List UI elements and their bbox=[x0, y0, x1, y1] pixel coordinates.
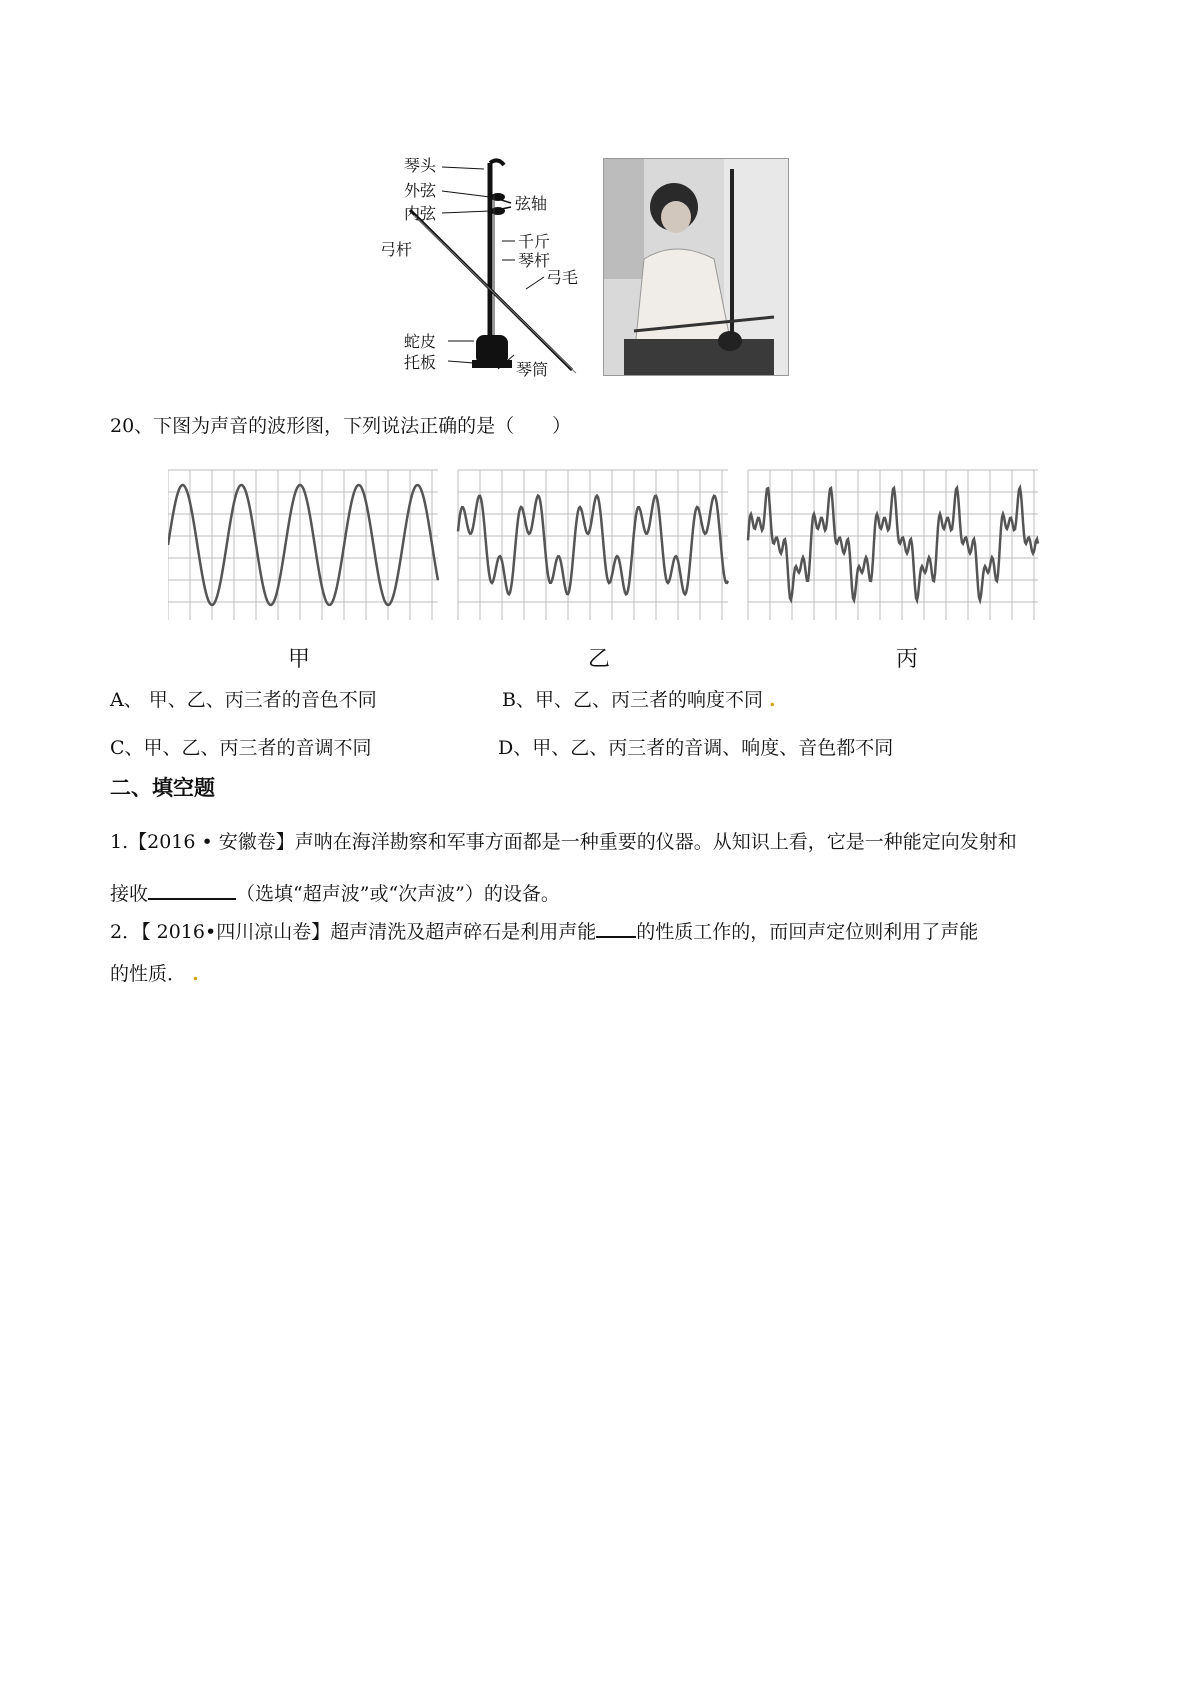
label-qianjin: 千斤 bbox=[518, 232, 551, 251]
label-gonggan: 弓杆 bbox=[380, 240, 413, 259]
fill-q1-suffix: （选填“超声波”或“次声波”）的设备。 bbox=[236, 883, 560, 905]
label-shepi: 蛇皮 bbox=[404, 332, 437, 351]
mark-dot: . bbox=[192, 963, 199, 985]
waveform-panel-jia bbox=[168, 470, 438, 620]
question-20-stem bbox=[110, 414, 571, 438]
section-heading-fill-blank: 二、填空题 bbox=[110, 775, 215, 800]
fill-q2-line1 bbox=[110, 918, 978, 944]
option-a[interactable] bbox=[110, 688, 377, 712]
player-photo-image bbox=[604, 159, 788, 375]
label-qintou: 琴头 bbox=[404, 156, 437, 175]
waveform-panel-yi bbox=[458, 470, 728, 620]
panel-label-bing: 丙 bbox=[896, 647, 919, 672]
waveform-panel-bing bbox=[748, 470, 1038, 620]
waveform-panel-jia-trace bbox=[168, 485, 438, 605]
label-qingan: 琴杆 bbox=[518, 251, 551, 270]
fill-q1-line1: 1.【2016 • 安徽卷】声呐在海洋勘察和军事方面都是一种重要的仪器。从知识上看，它是一种能定向发射和 bbox=[110, 831, 1017, 853]
fill-q2-blank[interactable] bbox=[596, 918, 636, 938]
option-c[interactable] bbox=[110, 736, 372, 760]
option-d-text: D、甲、乙、丙三者的音调、响度、音色都不同 bbox=[498, 737, 894, 759]
fill-q2-line2 bbox=[110, 962, 199, 986]
fill-q2-suffix: 的性质工作的，而回声定位则利用了声能 bbox=[636, 921, 979, 943]
label-gongmao: 弓毛 bbox=[546, 268, 579, 287]
option-a-text: A、 甲、乙、丙三者的音色不同 bbox=[110, 689, 377, 711]
question-20-text: 20、下图为声音的波形图，下列说法正确的是（ ） bbox=[110, 415, 572, 437]
panel-label-jia: 甲 bbox=[288, 647, 311, 672]
panel-label-yi: 乙 bbox=[588, 647, 611, 672]
label-waixian: 外弦 bbox=[404, 181, 437, 200]
label-xianzhou: 弦轴 bbox=[515, 194, 548, 213]
fill-q2-prefix: 2．【 2016•四川凉山卷】超声清洗及超声碎石是利用声能 bbox=[110, 921, 597, 943]
option-b[interactable] bbox=[502, 688, 776, 712]
mark-dot: . bbox=[769, 689, 776, 711]
erhu-player-photo bbox=[603, 158, 789, 376]
label-tuoban: 托板 bbox=[404, 353, 437, 372]
fill-q1-blank[interactable] bbox=[148, 880, 236, 900]
label-qintong: 琴筒 bbox=[516, 360, 549, 379]
fill-q1-prefix: 接收 bbox=[110, 883, 149, 905]
waveform-figure bbox=[168, 462, 1043, 672]
erhu-diagram bbox=[380, 155, 590, 385]
option-c-text: C、甲、乙、丙三者的音调不同 bbox=[110, 737, 372, 759]
option-d[interactable] bbox=[498, 736, 893, 760]
option-b-text: B、甲、乙、丙三者的响度不同 bbox=[502, 689, 763, 711]
fill-q2-line2-text: 的性质． bbox=[110, 963, 187, 985]
waveform-svg bbox=[168, 462, 1043, 672]
fill-q1-line2 bbox=[110, 880, 560, 906]
label-neixian: 内弦 bbox=[404, 204, 437, 223]
